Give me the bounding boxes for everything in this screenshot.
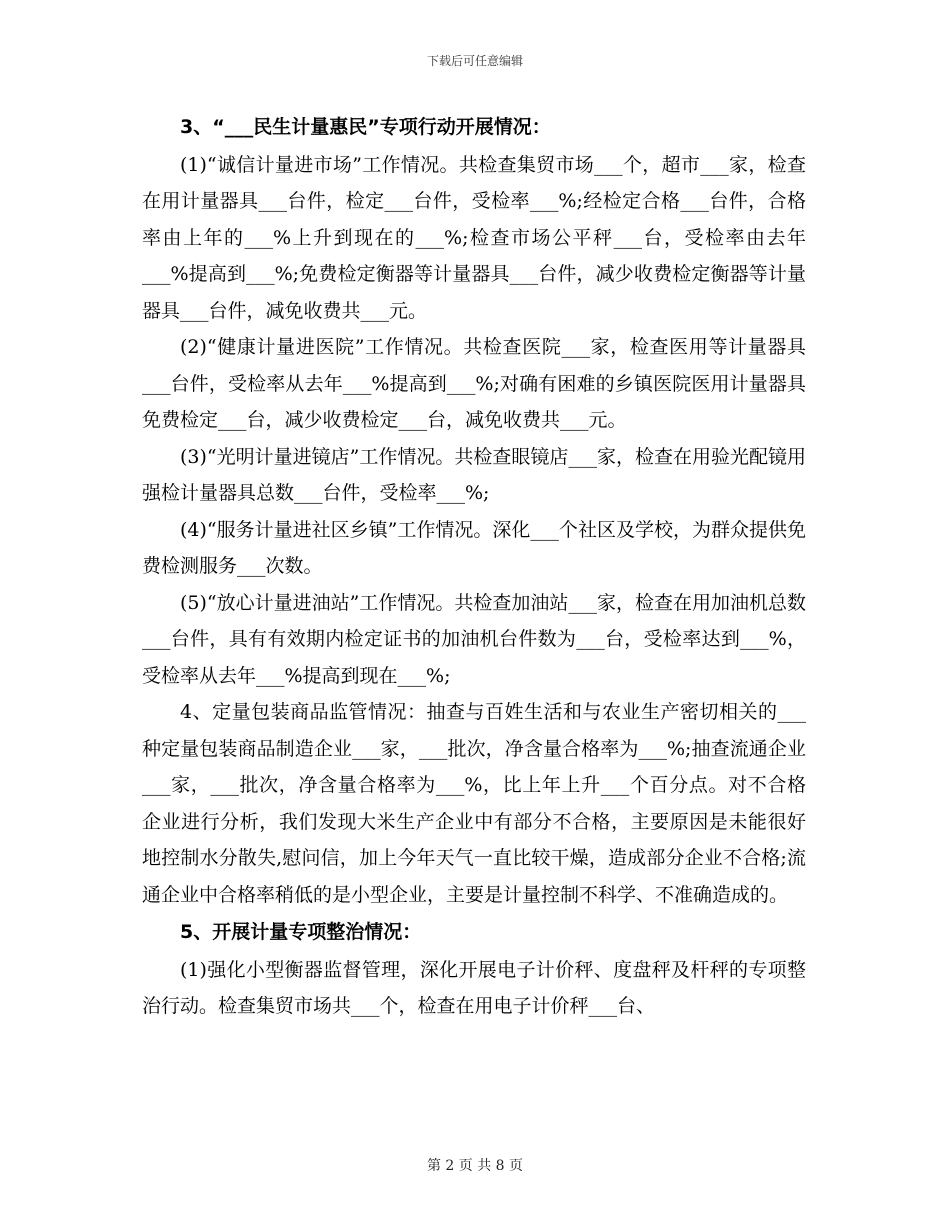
page-header: 下载后可任意编辑 — [426, 54, 523, 68]
section-heading-3: 3、“___民生计量惠民”专项行动开展情况： — [180, 116, 551, 138]
paragraph-optical: (3)“光明计量进镜店”工作情况。共检查眼镜店___家，检查在用验光配镜用强检计量器具总数___台件，受检率___%; — [142, 445, 806, 504]
paragraph-scales: (1)强化小型衡器监督管理，深化开展电子计价秤、度盘秤及杆秤的专项整治行动。检查集贸市场共___个，检查在用电子计价秤___台、 — [142, 958, 806, 1017]
paragraph-community: (4)“服务计量进社区乡镇”工作情况。深化___个社区及学校，为群众提供免费检测服务___次数。 — [142, 518, 806, 577]
paragraph-hospital: (2)“健康计量进医院”工作情况。共检查医院___家，检查医用等计量器具___台件，受检率从去年___%提高到___%;对确有困难的乡镇医院医用计量器具免费检定___台，减少收费检定___台，减免收费共___元。 — [142, 336, 806, 431]
document-body — [142, 108, 806, 1025]
paragraph-packaged-goods: 4、定量包装商品监管情况：抽查与百姓生活和与农业生产密切相关的___种定量包装商品制造企业___家，___批次，净含量合格率为___%;抽查流通企业___家，___批次，净含量合格率为___%，比上年上升___个百分点。对不合格企业进行分析，我们发现大米生产企业中有部分不合格，主要原因是未能很好地控制水分散失,慰问信，加上今年天气一直比较干燥，造成部分企业不合格;流通企业中合格率稍低的是小型企业，主要是计量控制不科学、不准确造成的。 — [142, 701, 806, 906]
section-heading-5: 5、开展计量专项整治情况： — [180, 921, 422, 943]
paragraph-gas-station: (5)“放心计量进油站”工作情况。共检查加油站___家，检查在用加油机总数___台件，具有有效期内检定证书的加油机台件数为___台，受检率达到___%，受检率从去年___%提高到现在___%; — [142, 591, 806, 687]
page-footer: 第 2 页 共 8 页 — [426, 1158, 524, 1174]
paragraph-market: (1)“诚信计量进市场”工作情况。共检查集贸市场___个，超市___家，检查在用计量器具___台件，检定___台件，受检率___%;经检定合格___台件，合格率由上年的___%上升到现在的___%;检查市场公平秤___台，受检率由去年___%提高到___%;免费检定衡器等计量器具___台件，减少收费检定衡器等计量器具___台件，减免收费共___元。 — [142, 153, 806, 322]
